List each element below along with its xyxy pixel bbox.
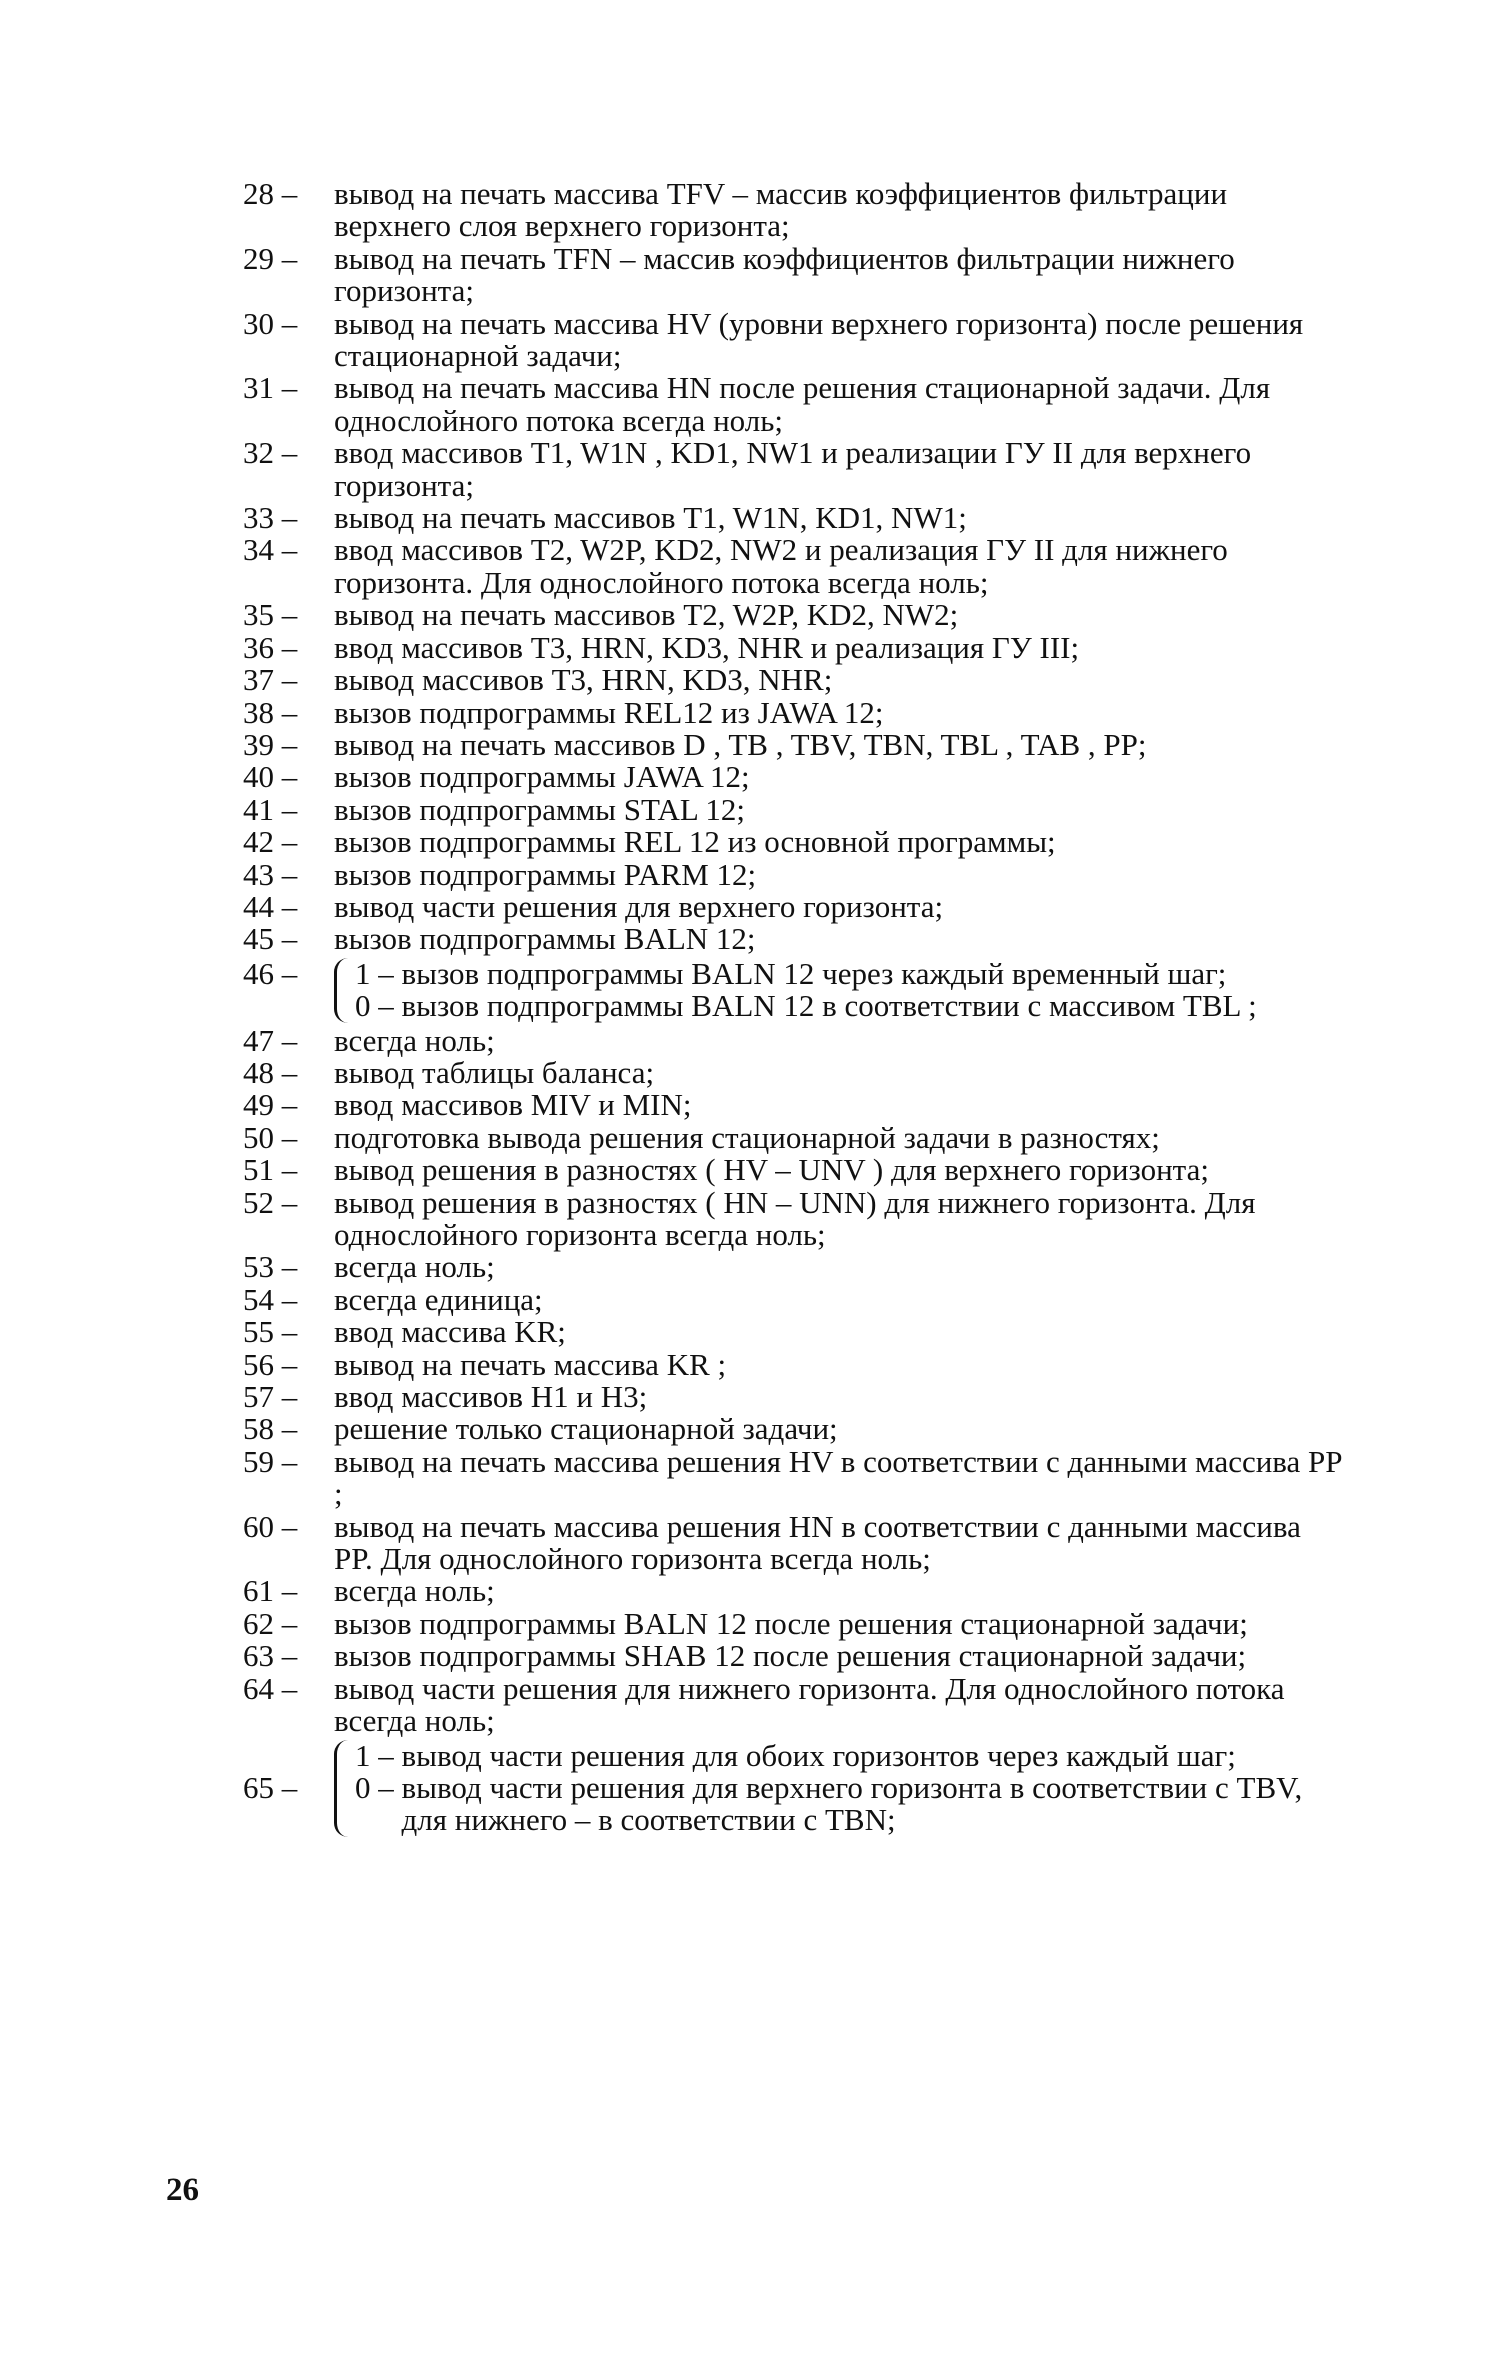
entry-number: 59 – [243,1443,298,1479]
entry-number: 48 – [243,1054,298,1090]
entry-text: вывод решения в разностях ( HN – UNN) для нижнего горизонта. Для однослойного горизонта всегда ноль; [334,1184,1256,1252]
parameter-list-part-1 [243,178,1343,956]
entry-text: всегда ноль; [334,1573,495,1609]
entry-number: 37 – [243,662,298,698]
option-value: 1 – [355,955,402,991]
parameter-list-part-2 [243,1022,1343,1739]
entry-text: всегда единица; [334,1281,543,1317]
entry-number: 57 – [243,1379,298,1415]
entry-number: 46 – [243,955,298,991]
entry-number: 32 – [243,435,298,471]
parameter-entry [243,761,1343,793]
entry-text: вывод массивов T3, HRN, KD3, NHR; [334,662,833,698]
parameter-entry-46 [243,955,1343,1024]
entry-number: 49 – [243,1087,298,1123]
parameter-entry [243,1119,1343,1155]
entry-number: 61 – [243,1573,298,1609]
entry-number: 60 – [243,1508,298,1544]
entry-number: 40 – [243,759,298,795]
parameter-entry-65 [243,1737,1343,1838]
entry-text: вывод на печать массивов T1, W1N, KD1, NW1; [334,500,967,536]
option-text: вызов подпрограммы BALN 12 в соответствии с массивом TBL ; [401,988,1257,1024]
entry-number: 63 – [243,1638,298,1674]
entry-number: 28 – [243,176,298,211]
entry-number: 38 – [243,694,298,730]
entry-text: вызов подпрограммы REL12 из JAWA 12; [334,694,884,730]
entry-text: ввод массивов T2, W2P, KD2, NW2 и реализация ГУ II для нижнего горизонта. Для однослойного потока всегда ноль; [334,532,1228,600]
entry-number: 65 – [243,1769,298,1805]
parameter-entry [243,1054,1343,1090]
parameter-entry [243,888,1343,924]
entry-text: вывод на печать массива KR ; [334,1346,727,1382]
parameter-entry [243,664,1343,696]
entry-number: 53 – [243,1249,298,1285]
entry-text: вызов подпрограммы BALN 12; [334,921,756,957]
parameter-list [243,178,1343,1839]
entry-text: ввод массива KR; [334,1314,566,1350]
entry-number: 56 – [243,1346,298,1382]
entry-number: 64 – [243,1670,298,1706]
parameter-entry [243,1346,1343,1382]
parameter-entry [243,1089,1343,1121]
entry-text: подготовка вывода решения стационарной задачи в разностях; [334,1119,1160,1155]
entry-text: вывод на печать массивов D , TB , TBV, TBN, TBL , TAB , PP; [334,726,1147,762]
parameter-entry [243,1575,1343,1607]
option-item [355,1769,1343,1838]
entry-text: ввод массивов T1, W1N , KD1, NW1 и реализации ГУ II для верхнего горизонта; [334,435,1252,503]
entry-text: вывод на печать массива TFV – массив коэффициентов фильтрации верхнего слоя верхнего горизонта; [334,176,1228,244]
parameter-entry [243,437,1343,502]
entry-number: 42 – [243,824,298,860]
parameter-entry [243,1640,1343,1672]
entry-number: 50 – [243,1119,298,1155]
entry-text: вывод части решения для верхнего горизонта; [334,888,944,924]
parameter-entry [243,1316,1343,1348]
option-text: вызов подпрограммы BALN 12 через каждый временный шаг; [401,955,1227,991]
entry-number: 39 – [243,726,298,762]
parameter-entry [243,1413,1343,1445]
entry-number: 52 – [243,1184,298,1220]
parameter-entry [243,1381,1343,1413]
entry-text: вывод решения в разностях ( HV – UNV ) для верхнего горизонта; [334,1152,1209,1188]
entry-number: 34 – [243,532,298,568]
option-value: 1 – [355,1737,402,1773]
entry-number: 31 – [243,370,298,406]
entry-text: вывод на печать TFN – массив коэффициентов фильтрации нижнего горизонта; [334,240,1235,309]
parameter-entry [243,726,1343,762]
parameter-entry [243,305,1343,374]
entry-number: 35 – [243,597,298,633]
option-group [334,1737,1343,1838]
parameter-entry [243,1443,1343,1512]
parameter-entry [243,1184,1343,1252]
option-item [355,990,1343,1022]
option-group [334,955,1343,1024]
entry-text: вывод таблицы баланса; [334,1054,655,1090]
page-number: 26 [166,2172,199,2208]
parameter-entry [243,1154,1343,1186]
parameter-entry [243,372,1343,437]
entry-text: вызов подпрограммы PARM 12; [334,856,757,892]
entry-text: ввод массивов H1 и H3; [334,1379,648,1415]
entry-number: 58 – [243,1411,298,1447]
parameter-entry [243,826,1343,858]
entry-text: вызов подпрограммы STAL 12; [334,791,745,827]
parameter-entry [243,1605,1343,1641]
entry-text: вызов подпрограммы JAWA 12; [334,759,750,795]
entry-text: вывод части решения для нижнего горизонта. Для однослойного потока всегда ноль; [334,1670,1285,1739]
option-item [355,955,1343,991]
entry-text: вызов подпрограммы REL 12 из основной программы; [334,824,1056,860]
entry-number: 51 – [243,1152,298,1188]
entry-text: решение только стационарной задачи; [334,1411,838,1447]
parameter-entry [243,178,1343,243]
entry-number: 47 – [243,1022,298,1058]
entry-number: 62 – [243,1605,298,1641]
entry-text: вывод на печать массива решения HV в соответствии с данными массива PP ; [334,1443,1342,1512]
entry-text: вызов подпрограммы SHAB 12 после решения стационарной задачи; [334,1638,1247,1674]
entry-number: 30 – [243,305,298,341]
parameter-entry [243,1281,1343,1317]
entry-number: 54 – [243,1281,298,1317]
option-text: вывод части решения для верхнего горизонта в соответствии с TBV, для нижнего – в соответствии с TBN; [401,1769,1303,1838]
parameter-entry [243,791,1343,827]
parameter-entry [243,1251,1343,1283]
entry-number: 55 – [243,1314,298,1350]
parameter-entry [243,1022,1343,1058]
entry-number: 43 – [243,856,298,892]
parameter-entry [243,923,1343,955]
parameter-entry [243,629,1343,665]
option-text: вывод части решения для обоих горизонтов через каждый шаг; [401,1737,1236,1773]
entry-number: 45 – [243,921,298,957]
entry-text: вывод на печать массивов T2, W2P, KD2, NW2; [334,597,959,633]
entry-number: 44 – [243,888,298,924]
parameter-entry [243,1670,1343,1739]
option-item [355,1737,1343,1773]
option-value: 0 – [355,988,402,1024]
entry-text: ввод массивов T3, HRN, KD3, NHR и реализация ГУ III; [334,629,1080,665]
parameter-entry [243,856,1343,892]
parameter-entry [243,502,1343,534]
entry-text: вывод на печать массива HV (уровни верхнего горизонта) после решения стационарной задачи; [334,305,1304,374]
entry-text: вывод на печать массива решения HN в соответствии с данными массива PP. Для однослойного горизонта всегда ноль; [334,1508,1301,1577]
entry-number: 33 – [243,500,298,536]
entry-number: 36 – [243,629,298,665]
option-value: 0 – [355,1769,402,1805]
entry-text: всегда ноль; [334,1022,495,1058]
parameter-entry [243,534,1343,599]
parameter-entry [243,694,1343,730]
entry-text: ввод массивов MIV и MIN; [334,1087,692,1123]
entry-text: вывод на печать массива HN после решения стационарной задачи. Для однослойного потока всегда ноль; [334,370,1271,438]
parameter-entry [243,1508,1343,1577]
parameter-entry [243,240,1343,309]
entry-number: 29 – [243,240,298,276]
parameter-entry [243,599,1343,631]
entry-text: всегда ноль; [334,1249,495,1285]
entry-text: вызов подпрограммы BALN 12 после решения стационарной задачи; [334,1605,1248,1641]
entry-number: 41 – [243,791,298,827]
